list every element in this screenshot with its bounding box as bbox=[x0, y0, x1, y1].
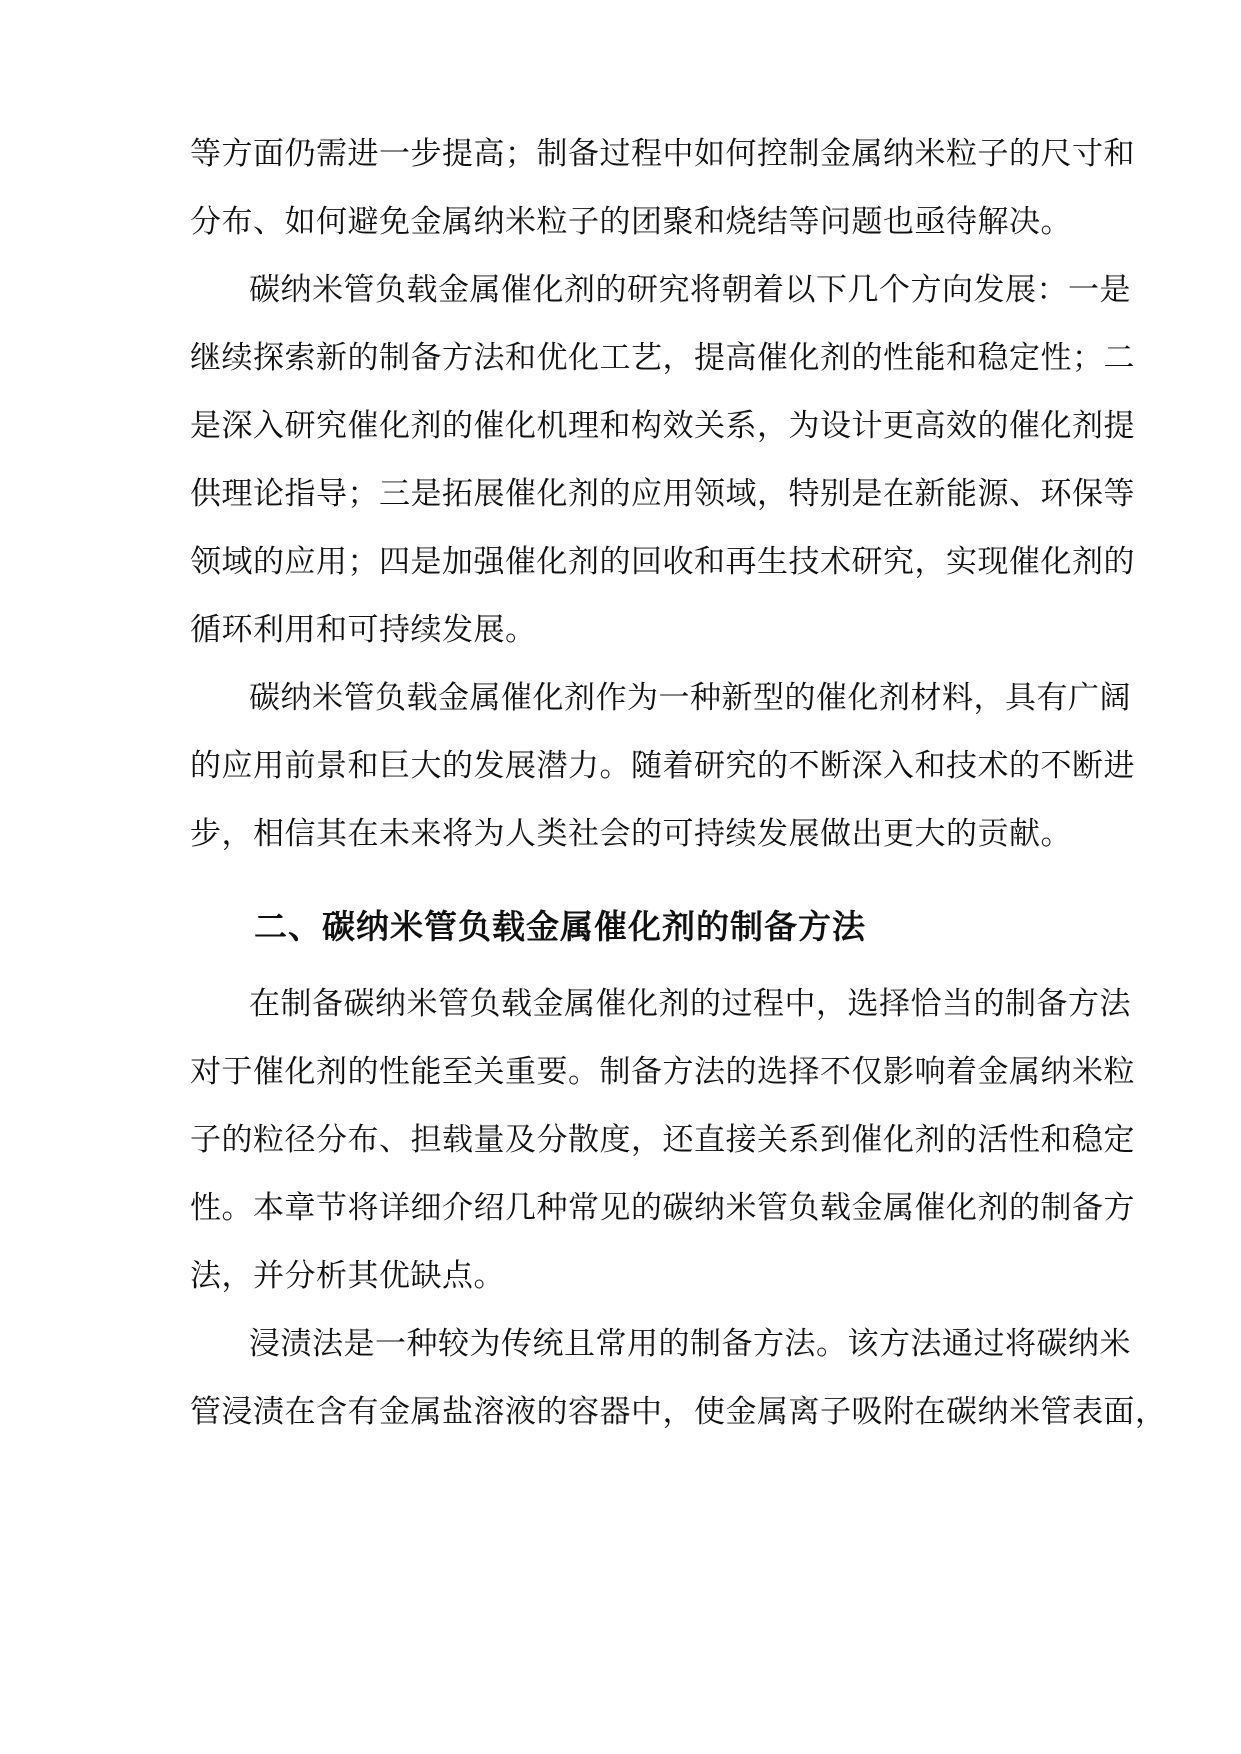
section-paragraph-1-line-3: 子的粒径分布、担载量及分散度，还直接关系到催化剂的活性和稳定 bbox=[190, 1122, 1135, 1158]
paragraph-2-line-1: 碳纳米管负载金属催化剂的研究将朝着以下几个方向发展：一是 bbox=[249, 272, 1131, 308]
paragraph-2-line-5: 领域的应用；四是加强催化剂的回收和再生技术研究，实现催化剂的 bbox=[190, 544, 1135, 580]
section-paragraph-1-line-1: 在制备碳纳米管负载金属催化剂的过程中，选择恰当的制备方法 bbox=[249, 986, 1131, 1022]
section-heading: 二、碳纳米管负载金属催化剂的制备方法 bbox=[254, 907, 866, 946]
section-paragraph-1-line-2: 对于催化剂的性能至关重要。制备方法的选择不仅影响着金属纳米粒 bbox=[190, 1054, 1135, 1090]
section-paragraph-1-line-5: 法，并分析其优缺点。 bbox=[190, 1258, 505, 1294]
section-paragraph-2-line-2: 管浸渍在含有金属盐溶液的容器中，使金属离子吸附在碳纳米管表面， bbox=[190, 1394, 1167, 1430]
paragraph-1-line-2: 分布、如何避免金属纳米粒子的团聚和烧结等问题也亟待解决。 bbox=[190, 204, 1072, 240]
section-paragraph-1-line-4: 性。本章节将详细介绍几种常见的碳纳米管负载金属催化剂的制备方 bbox=[190, 1190, 1135, 1226]
paragraph-3-line-3: 步，相信其在未来将为人类社会的可持续发展做出更大的贡献。 bbox=[190, 816, 1072, 852]
paragraph-2-line-4: 供理论指导；三是拓展催化剂的应用领域，特别是在新能源、环保等 bbox=[190, 476, 1135, 512]
paragraph-1-line-1: 等方面仍需进一步提高；制备过程中如何控制金属纳米粒子的尺寸和 bbox=[190, 136, 1135, 172]
paragraph-2-line-2: 继续探索新的制备方法和优化工艺，提高催化剂的性能和稳定性；二 bbox=[190, 340, 1135, 376]
paragraph-3-line-2: 的应用前景和巨大的发展潜力。随着研究的不断深入和技术的不断进 bbox=[190, 748, 1135, 784]
paragraph-2-line-3: 是深入研究催化剂的催化机理和构效关系，为设计更高效的催化剂提 bbox=[190, 408, 1135, 444]
paragraph-2-line-6: 循环利用和可持续发展。 bbox=[190, 612, 537, 648]
section-paragraph-2-line-1: 浸渍法是一种较为传统且常用的制备方法。该方法通过将碳纳米 bbox=[249, 1326, 1131, 1362]
paragraph-3-line-1: 碳纳米管负载金属催化剂作为一种新型的催化剂材料，具有广阔 bbox=[249, 680, 1131, 716]
